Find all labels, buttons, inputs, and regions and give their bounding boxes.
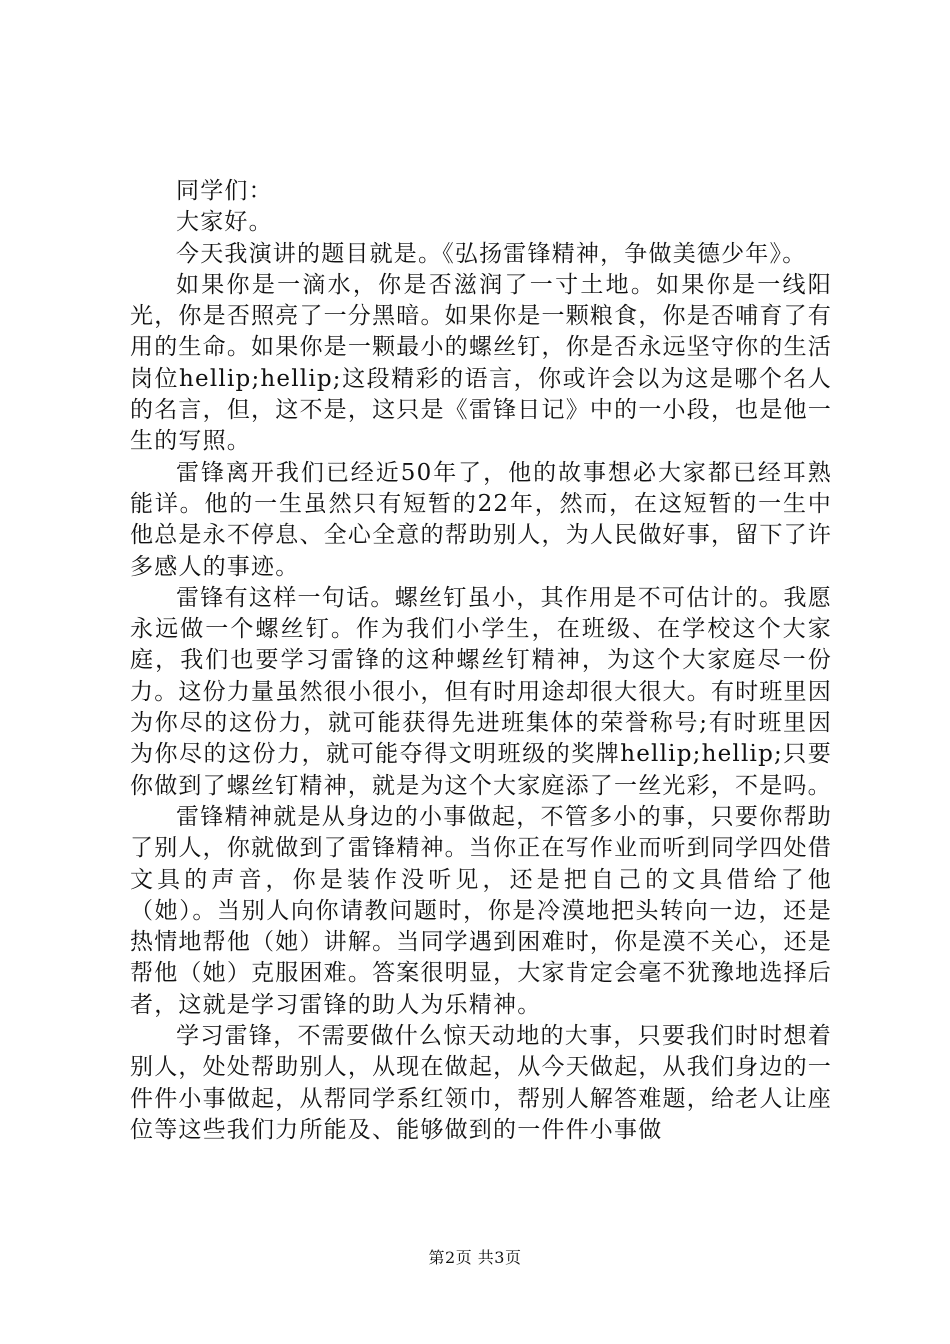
greeting: 大家好。 bbox=[176, 209, 273, 236]
salutation: 同学们： bbox=[176, 178, 273, 204]
body-paragraph-4: 雷锋精神就是从身边的小事做起，不管多小的事，只要你帮助了别人，你就做到了雷锋精神。当你正在写作业而听到同学四处借文具的声音，你是装作没听见，还是把自己的文具借给了他（她）。当别人向你请教问题时，你是冷漠地把头转向一边，还是热情地帮他（她）讲解。当同学遇到困难时，你是漠不关心，还是帮他（她）克服困难。答案很明显，大家肯定会毫不犹豫地选择后者，这就是学习雷锋的助人为乐精神。 bbox=[130, 803, 832, 1018]
document-body bbox=[130, 176, 832, 1146]
body-paragraph-2: 雷锋离开我们已经近50年了，他的故事想必大家都已经耳熟能详。他的一生虽然只有短暂的22年，然而，在这短暂的一生中他总是永不停息、全心全意的帮助别人，为人民做好事，留下了许多感人的事迹。 bbox=[130, 459, 832, 580]
body-paragraph-3: 雷锋有这样一句话。螺丝钉虽小，其作用是不可估计的。我愿永远做一个螺丝钉。作为我们小学生，在班级、在学校这个大家庭，我们也要学习雷锋的这种螺丝钉精神，为这个大家庭尽一份力。这份力量虽然很小很小，但有时用途却很大很大。有时班里因为你尽的这份力，就可能获得先进班集体的荣誉称号;有时班里因为你尽的这份力，就可能夺得文明班级的奖牌hellip;hellip;只要你做到了螺丝钉精神，就是为这个大家庭添了一丝光彩，不是吗。 bbox=[130, 584, 832, 799]
page-number: 第2页 共3页 bbox=[428, 1248, 522, 1267]
body-paragraph-5: 学习雷锋，不需要做什么惊天动地的大事，只要我们时时想着别人，处处帮助别人，从现在做起，从今天做起，从我们身边的一件件小事做起，从帮同学系红领巾，帮别人解答难题，给老人让座位等这些我们力所能及、能够做到的一件件小事做 bbox=[130, 1023, 832, 1143]
speech-title-paragraph: 今天我演讲的题目就是。《弘扬雷锋精神，争做美德少年》。 bbox=[176, 240, 807, 267]
page-footer bbox=[0, 1245, 950, 1268]
body-paragraph-1: 如果你是一滴水，你是否滋润了一寸土地。如果你是一线阳光，你是否照亮了一分黑暗。如果你是一颗粮食，你是否哺育了有用的生命。如果你是一颗最小的螺丝钉，你是否永远坚守你的生活岗位hellip;hellip;这段精彩的语言，你或许会以为这是哪个名人的名言，但，这不是，这只是《雷锋日记》中的一小段，也是他一生的写照。 bbox=[130, 271, 832, 455]
